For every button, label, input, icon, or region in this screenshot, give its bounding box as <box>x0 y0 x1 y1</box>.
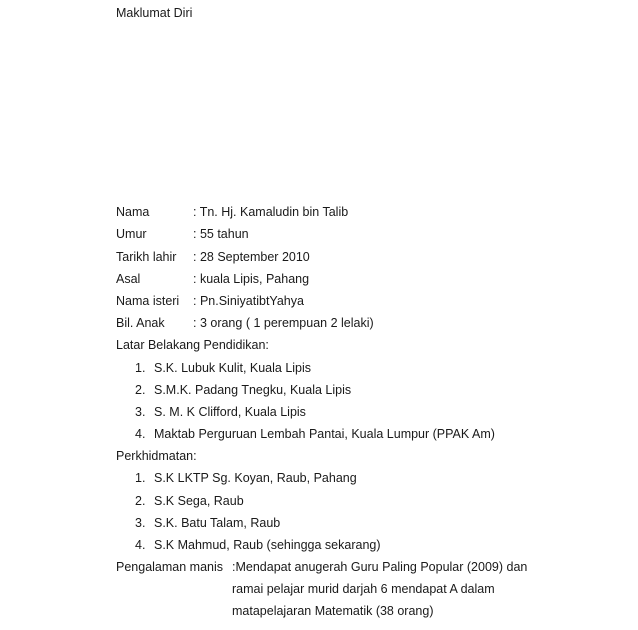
list-text: S.K. Lubuk Kulit, Kuala Lipis <box>154 361 312 375</box>
profile-label: Umur <box>116 227 147 241</box>
experience-line: matapelajaran Matematik (38 orang) <box>232 604 434 618</box>
list-text: S.M.K. Padang Tnegku, Kuala Lipis <box>154 383 352 397</box>
profile-label: Nama isteri <box>116 294 180 308</box>
education-item <box>135 361 311 375</box>
profile-label: Nama <box>116 205 150 219</box>
list-number: 4. <box>135 427 146 441</box>
profile-label: Tarikh lahir <box>116 250 177 264</box>
list-text: S.K LKTP Sg. Koyan, Raub, Pahang <box>154 471 357 485</box>
profile-row-children <box>116 316 374 330</box>
list-text: S.K. Batu Talam, Raub <box>154 516 281 530</box>
list-text: S.K Sega, Raub <box>154 494 244 508</box>
list-text: Maktab Perguruan Lembah Pantai, Kuala Lumpur (PPAK Am) <box>154 427 495 441</box>
list-text: S.K Mahmud, Raub (sehingga sekarang) <box>154 538 381 552</box>
experience-line: ramai pelajar murid darjah 6 mendapat A dalam <box>232 582 495 596</box>
experience-label: Pengalaman manis <box>116 560 224 574</box>
education-item <box>135 405 306 419</box>
profile-value: : kuala Lipis, Pahang <box>193 272 310 286</box>
list-text: S. M. K Clifford, Kuala Lipis <box>154 405 306 419</box>
profile-label: Asal <box>116 272 141 286</box>
profile-value: : 55 tahun <box>193 227 249 241</box>
list-number: 2. <box>135 383 146 397</box>
service-item <box>135 471 357 485</box>
list-number: 4. <box>135 538 146 552</box>
profile-row-origin <box>116 272 309 286</box>
profile-value: : 3 orang ( 1 perempuan 2 lelaki) <box>193 316 374 330</box>
profile-label: Bil. Anak <box>116 316 165 330</box>
list-number: 3. <box>135 405 146 419</box>
list-number: 1. <box>135 361 146 375</box>
service-title: Perkhidmatan: <box>116 449 197 463</box>
list-number: 2. <box>135 494 146 508</box>
profile-value: : Tn. Hj. Kamaludin bin Talib <box>193 205 349 219</box>
list-number: 1. <box>135 471 146 485</box>
profile-row-name <box>116 205 348 219</box>
service-item <box>135 494 244 508</box>
profile-row-spouse <box>116 294 304 308</box>
service-item <box>135 538 381 552</box>
profile-value: : Pn.SiniyatibtYahya <box>193 294 304 308</box>
profile-value: : 28 September 2010 <box>193 250 310 264</box>
education-title: Latar Belakang Pendidikan: <box>116 338 269 352</box>
document-heading: Maklumat Diri <box>116 6 193 20</box>
list-number: 3. <box>135 516 146 530</box>
experience-line: :Mendapat anugerah Guru Paling Popular (2009) dan <box>232 560 528 574</box>
education-item <box>135 383 351 397</box>
profile-row-birthdate <box>116 250 310 264</box>
service-item <box>135 516 280 530</box>
profile-row-age <box>116 227 249 241</box>
education-item <box>135 427 495 441</box>
